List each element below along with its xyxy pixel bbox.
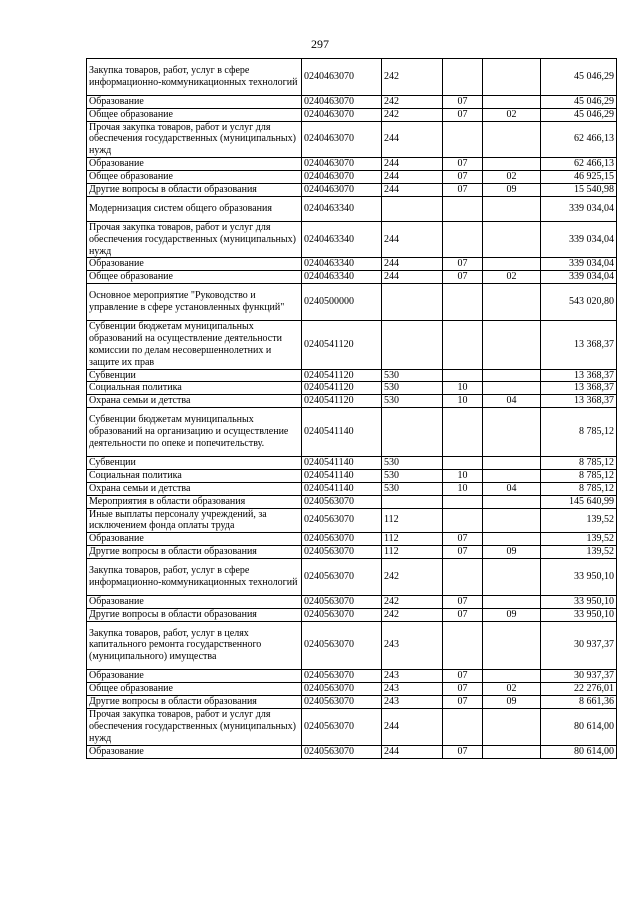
row-name-cell: Общее образование [87, 108, 302, 121]
row-section-cell: 07 [443, 258, 483, 271]
row-amount-cell: 62 466,13 [541, 121, 617, 158]
row-target-code-cell: 0240541140 [302, 482, 382, 495]
row-target-code-cell: 0240563070 [302, 683, 382, 696]
row-section-cell: 07 [443, 608, 483, 621]
row-expense-type-cell: 530 [382, 469, 443, 482]
row-name-cell: Образование [87, 158, 302, 171]
row-target-code-cell: 0240563070 [302, 546, 382, 559]
row-expense-type-cell: 242 [382, 608, 443, 621]
row-subsection-cell [483, 258, 541, 271]
row-name-cell: Основное мероприятие "Руководство и управление в сфере установленных функций" [87, 284, 302, 321]
row-expense-type-cell: 242 [382, 559, 443, 596]
row-amount-cell: 145 640,99 [541, 495, 617, 508]
row-subsection-cell [483, 621, 541, 670]
row-subsection-cell [483, 320, 541, 369]
table-row [87, 284, 617, 321]
table-row [87, 271, 617, 284]
row-subsection-cell: 02 [483, 683, 541, 696]
row-target-code-cell: 0240541120 [302, 320, 382, 369]
row-amount-cell: 8 785,12 [541, 456, 617, 469]
row-expense-type-cell: 244 [382, 745, 443, 758]
row-section-cell [443, 708, 483, 745]
row-expense-type-cell: 112 [382, 533, 443, 546]
row-name-cell: Закупка товаров, работ, услуг в целях капитального ремонта государственного (муниципального) имущества [87, 621, 302, 670]
row-subsection-cell [483, 745, 541, 758]
row-section-cell: 07 [443, 95, 483, 108]
row-subsection-cell [483, 408, 541, 457]
row-section-cell: 10 [443, 469, 483, 482]
row-section-cell: 07 [443, 595, 483, 608]
row-amount-cell: 13 368,37 [541, 382, 617, 395]
table-row [87, 184, 617, 197]
table-row [87, 59, 617, 96]
row-name-cell: Социальная политика [87, 382, 302, 395]
row-amount-cell: 8 785,12 [541, 469, 617, 482]
table-row [87, 320, 617, 369]
table-row [87, 621, 617, 670]
table-row [87, 95, 617, 108]
table-row [87, 469, 617, 482]
row-expense-type-cell: 242 [382, 595, 443, 608]
row-name-cell: Другие вопросы в области образования [87, 608, 302, 621]
row-subsection-cell [483, 670, 541, 683]
row-target-code-cell: 0240463340 [302, 258, 382, 271]
row-expense-type-cell: 244 [382, 171, 443, 184]
row-name-cell: Другие вопросы в области образования [87, 184, 302, 197]
row-expense-type-cell: 244 [382, 708, 443, 745]
row-section-cell [443, 284, 483, 321]
row-target-code-cell: 0240541120 [302, 395, 382, 408]
row-amount-cell: 45 046,29 [541, 59, 617, 96]
row-subsection-cell [483, 369, 541, 382]
table-row [87, 395, 617, 408]
row-name-cell: Прочая закупка товаров, работ и услуг для обеспечения государственных (муниципальных) нужд [87, 121, 302, 158]
budget-table-body [87, 59, 617, 759]
row-subsection-cell [483, 495, 541, 508]
row-name-cell: Субвенции [87, 369, 302, 382]
table-row [87, 608, 617, 621]
row-name-cell: Общее образование [87, 171, 302, 184]
row-section-cell: 07 [443, 184, 483, 197]
row-expense-type-cell: 244 [382, 258, 443, 271]
row-expense-type-cell: 244 [382, 271, 443, 284]
row-target-code-cell: 0240563070 [302, 608, 382, 621]
row-amount-cell: 13 368,37 [541, 369, 617, 382]
row-name-cell: Мероприятия в области образования [87, 495, 302, 508]
row-section-cell [443, 495, 483, 508]
row-amount-cell: 139,52 [541, 533, 617, 546]
row-expense-type-cell: 530 [382, 456, 443, 469]
row-name-cell: Субвенции бюджетам муниципальных образований на осуществление деятельности комиссии по делам несовершеннолетних и защите их прав [87, 320, 302, 369]
row-amount-cell: 33 950,10 [541, 559, 617, 596]
row-amount-cell: 30 937,37 [541, 670, 617, 683]
row-amount-cell: 30 937,37 [541, 621, 617, 670]
row-subsection-cell [483, 595, 541, 608]
row-expense-type-cell: 530 [382, 395, 443, 408]
row-subsection-cell: 02 [483, 171, 541, 184]
table-row [87, 382, 617, 395]
row-expense-type-cell: 243 [382, 670, 443, 683]
row-amount-cell: 22 276,01 [541, 683, 617, 696]
row-expense-type-cell: 112 [382, 546, 443, 559]
row-target-code-cell: 0240463070 [302, 108, 382, 121]
row-target-code-cell: 0240563070 [302, 696, 382, 709]
row-subsection-cell [483, 508, 541, 533]
page-number: 297 [311, 37, 329, 51]
row-name-cell: Иные выплаты персоналу учреждений, за исключением фонда оплаты труда [87, 508, 302, 533]
row-section-cell [443, 408, 483, 457]
row-expense-type-cell: 244 [382, 158, 443, 171]
row-amount-cell: 139,52 [541, 546, 617, 559]
budget-table [86, 58, 617, 759]
row-section-cell: 07 [443, 683, 483, 696]
row-target-code-cell: 0240541140 [302, 408, 382, 457]
row-section-cell [443, 121, 483, 158]
row-amount-cell: 13 368,37 [541, 320, 617, 369]
table-row [87, 745, 617, 758]
row-expense-type-cell: 530 [382, 382, 443, 395]
row-subsection-cell [483, 559, 541, 596]
row-amount-cell: 46 925,15 [541, 171, 617, 184]
row-expense-type-cell: 244 [382, 184, 443, 197]
row-subsection-cell: 09 [483, 184, 541, 197]
row-section-cell: 10 [443, 382, 483, 395]
row-expense-type-cell [382, 320, 443, 369]
row-section-cell [443, 559, 483, 596]
row-subsection-cell [483, 708, 541, 745]
table-row [87, 456, 617, 469]
row-subsection-cell: 02 [483, 108, 541, 121]
row-target-code-cell: 0240500000 [302, 284, 382, 321]
row-subsection-cell [483, 196, 541, 221]
row-name-cell: Закупка товаров, работ, услуг в сфере информационно-коммуникационных технологий [87, 559, 302, 596]
table-row [87, 495, 617, 508]
row-target-code-cell: 0240463340 [302, 271, 382, 284]
row-expense-type-cell: 112 [382, 508, 443, 533]
row-amount-cell: 15 540,98 [541, 184, 617, 197]
row-name-cell: Закупка товаров, работ, услуг в сфере информационно-коммуникационных технологий [87, 59, 302, 96]
row-amount-cell: 543 020,80 [541, 284, 617, 321]
row-section-cell: 07 [443, 745, 483, 758]
row-name-cell: Охрана семьи и детства [87, 395, 302, 408]
table-row [87, 158, 617, 171]
row-name-cell: Прочая закупка товаров, работ и услуг для обеспечения государственных (муниципальных) нужд [87, 708, 302, 745]
row-subsection-cell: 09 [483, 608, 541, 621]
row-section-cell [443, 196, 483, 221]
table-row [87, 683, 617, 696]
row-section-cell [443, 621, 483, 670]
row-section-cell: 07 [443, 696, 483, 709]
row-amount-cell: 45 046,29 [541, 95, 617, 108]
row-subsection-cell [483, 59, 541, 96]
row-subsection-cell: 02 [483, 271, 541, 284]
row-name-cell: Охрана семьи и детства [87, 482, 302, 495]
row-name-cell: Образование [87, 533, 302, 546]
table-row [87, 546, 617, 559]
row-subsection-cell: 09 [483, 696, 541, 709]
row-section-cell: 10 [443, 482, 483, 495]
row-section-cell [443, 456, 483, 469]
row-target-code-cell: 0240463070 [302, 158, 382, 171]
row-subsection-cell [483, 469, 541, 482]
row-expense-type-cell: 242 [382, 95, 443, 108]
row-section-cell [443, 369, 483, 382]
row-target-code-cell: 0240563070 [302, 670, 382, 683]
row-target-code-cell: 0240541120 [302, 382, 382, 395]
row-name-cell: Субвенции [87, 456, 302, 469]
row-section-cell [443, 508, 483, 533]
table-row [87, 108, 617, 121]
row-section-cell: 07 [443, 533, 483, 546]
row-target-code-cell: 0240463070 [302, 171, 382, 184]
row-expense-type-cell: 243 [382, 683, 443, 696]
table-row [87, 595, 617, 608]
table-row [87, 408, 617, 457]
row-expense-type-cell: 530 [382, 482, 443, 495]
row-subsection-cell [483, 121, 541, 158]
row-subsection-cell: 09 [483, 546, 541, 559]
row-subsection-cell [483, 382, 541, 395]
table-row [87, 171, 617, 184]
row-target-code-cell: 0240563070 [302, 533, 382, 546]
row-expense-type-cell [382, 408, 443, 457]
row-subsection-cell [483, 158, 541, 171]
row-name-cell: Образование [87, 95, 302, 108]
row-target-code-cell: 0240541120 [302, 369, 382, 382]
table-row [87, 221, 617, 258]
row-section-cell: 07 [443, 670, 483, 683]
row-amount-cell: 62 466,13 [541, 158, 617, 171]
row-target-code-cell: 0240563070 [302, 595, 382, 608]
row-expense-type-cell: 242 [382, 108, 443, 121]
row-expense-type-cell [382, 495, 443, 508]
row-section-cell: 07 [443, 158, 483, 171]
row-name-cell: Образование [87, 258, 302, 271]
row-target-code-cell: 0240463070 [302, 95, 382, 108]
row-target-code-cell: 0240563070 [302, 708, 382, 745]
table-row [87, 559, 617, 596]
row-amount-cell: 33 950,10 [541, 608, 617, 621]
table-row [87, 369, 617, 382]
row-amount-cell: 8 785,12 [541, 408, 617, 457]
row-subsection-cell [483, 221, 541, 258]
row-section-cell: 07 [443, 108, 483, 121]
row-name-cell: Другие вопросы в области образования [87, 696, 302, 709]
row-amount-cell: 45 046,29 [541, 108, 617, 121]
table-row [87, 121, 617, 158]
row-name-cell: Общее образование [87, 271, 302, 284]
row-target-code-cell: 0240563070 [302, 559, 382, 596]
row-expense-type-cell: 244 [382, 121, 443, 158]
row-amount-cell: 339 034,04 [541, 271, 617, 284]
table-row [87, 533, 617, 546]
row-section-cell [443, 59, 483, 96]
row-name-cell: Субвенции бюджетам муниципальных образований на организацию и осуществление деятельности по опеке и попечительству. [87, 408, 302, 457]
row-name-cell: Общее образование [87, 683, 302, 696]
row-section-cell [443, 320, 483, 369]
table-row [87, 670, 617, 683]
row-amount-cell: 80 614,00 [541, 745, 617, 758]
row-target-code-cell: 0240541140 [302, 456, 382, 469]
row-amount-cell: 80 614,00 [541, 708, 617, 745]
row-section-cell [443, 221, 483, 258]
row-expense-type-cell: 530 [382, 369, 443, 382]
row-target-code-cell: 0240463340 [302, 221, 382, 258]
row-amount-cell: 339 034,04 [541, 221, 617, 258]
row-subsection-cell: 04 [483, 395, 541, 408]
row-name-cell: Другие вопросы в области образования [87, 546, 302, 559]
row-amount-cell: 139,52 [541, 508, 617, 533]
row-target-code-cell: 0240463070 [302, 59, 382, 96]
table-row [87, 508, 617, 533]
row-expense-type-cell [382, 196, 443, 221]
row-name-cell: Прочая закупка товаров, работ и услуг для обеспечения государственных (муниципальных) нужд [87, 221, 302, 258]
row-target-code-cell: 0240563070 [302, 621, 382, 670]
table-row [87, 708, 617, 745]
row-target-code-cell: 0240463070 [302, 184, 382, 197]
row-section-cell: 07 [443, 546, 483, 559]
row-amount-cell: 339 034,04 [541, 258, 617, 271]
row-target-code-cell: 0240463340 [302, 196, 382, 221]
row-expense-type-cell: 243 [382, 621, 443, 670]
row-section-cell: 07 [443, 271, 483, 284]
row-section-cell: 07 [443, 171, 483, 184]
row-name-cell: Социальная политика [87, 469, 302, 482]
row-amount-cell: 13 368,37 [541, 395, 617, 408]
table-row [87, 196, 617, 221]
row-subsection-cell [483, 456, 541, 469]
row-target-code-cell: 0240563070 [302, 495, 382, 508]
row-subsection-cell [483, 284, 541, 321]
row-name-cell: Образование [87, 745, 302, 758]
row-expense-type-cell [382, 284, 443, 321]
row-expense-type-cell: 242 [382, 59, 443, 96]
row-amount-cell: 33 950,10 [541, 595, 617, 608]
row-section-cell: 10 [443, 395, 483, 408]
row-name-cell: Образование [87, 595, 302, 608]
row-target-code-cell: 0240563070 [302, 745, 382, 758]
row-target-code-cell: 0240563070 [302, 508, 382, 533]
row-name-cell: Модернизация систем общего образования [87, 196, 302, 221]
row-subsection-cell [483, 95, 541, 108]
row-subsection-cell: 04 [483, 482, 541, 495]
row-target-code-cell: 0240541140 [302, 469, 382, 482]
row-expense-type-cell: 244 [382, 221, 443, 258]
row-amount-cell: 8 785,12 [541, 482, 617, 495]
row-expense-type-cell: 243 [382, 696, 443, 709]
table-row [87, 482, 617, 495]
row-amount-cell: 339 034,04 [541, 196, 617, 221]
table-row [87, 696, 617, 709]
row-subsection-cell [483, 533, 541, 546]
row-target-code-cell: 0240463070 [302, 121, 382, 158]
row-name-cell: Образование [87, 670, 302, 683]
row-amount-cell: 8 661,36 [541, 696, 617, 709]
table-row [87, 258, 617, 271]
